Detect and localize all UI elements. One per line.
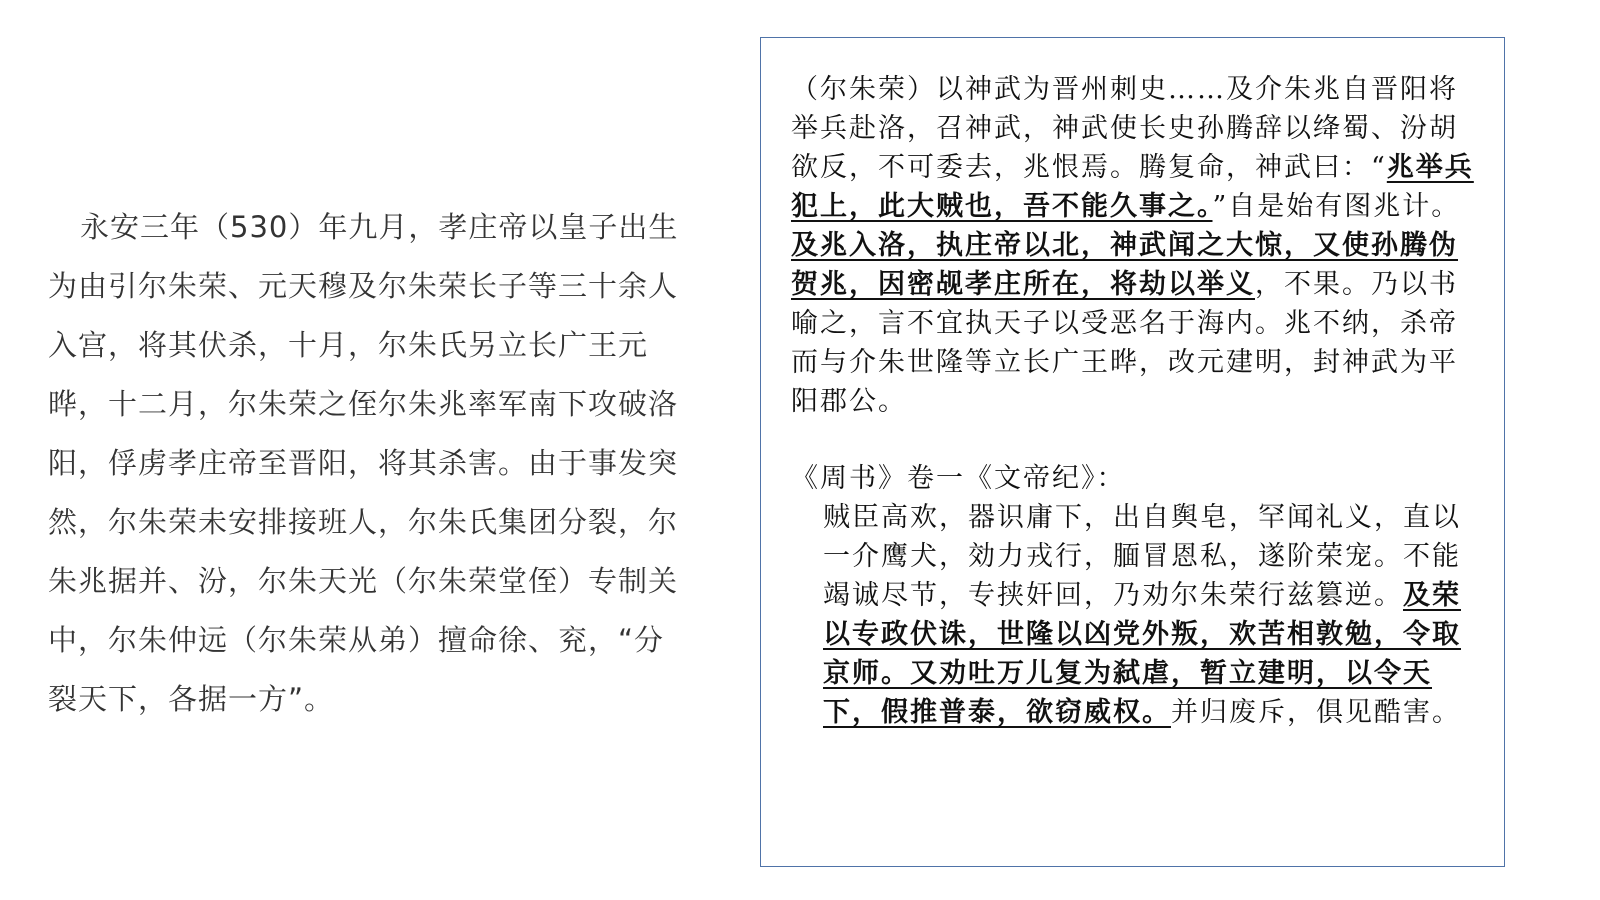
quote-paragraph-1 xyxy=(791,70,1486,421)
quote-p1-text-a: （尔朱荣）以神武为晋州刺史……及介朱兆自晋阳将举兵赴洛，召神武，神武使长史孙腾辞以绛蜀、汾胡欲反，不可委去，兆恨焉。腾复命，神武曰：“ xyxy=(791,74,1458,183)
spacer xyxy=(791,421,1486,459)
quote-p2-text-b: 并归废斥，俱见酷害。 xyxy=(1171,697,1461,728)
quote-p1-text-b: ”自是始有图兆计。 xyxy=(1212,191,1461,222)
quote-p2-underline: 及荣以专政伏诛，世隆以凶党外叛，欢苦相敦勉，令取京师。又劝吐万儿复为弑虐，暂立建明，以令天下，假推普泰，欲窃威权。 xyxy=(823,580,1461,728)
quote-box xyxy=(760,37,1505,867)
quote-text xyxy=(791,70,1486,732)
quote-p1-text-c: ，不果。乃以书喻之，言不宜执天子以受恶名于海内。兆不纳，杀帝而与介朱世隆等立长广王晔，改元建明，封神武为平阳郡公。 xyxy=(791,269,1458,417)
quote-p2-text-a: 贼臣高欢，器识庸下，出自舆皂，罕闻礼义，直以一介鹰犬，効力戎行，腼冒恩私，遂阶荣宠。不能竭诚尽节，专挟奸回，乃劝尔朱荣行兹篡逆。 xyxy=(823,502,1461,611)
quote-paragraph-2 xyxy=(791,498,1486,732)
quote-p1-underline-1: 兆举兵犯上，此大贼也，吾不能久事之。 xyxy=(791,152,1474,222)
left-paragraph: 永安三年（530）年九月，孝庄帝以皇子出生为由引尔朱荣、元天穆及尔朱荣长子等三十余人入宫，将其伏杀，十月，尔朱氏另立长广王元晔，十二月，尔朱荣之侄尔朱兆率军南下攻破洛阳，俘虏孝庄帝至晋阳，将其杀害。由于事发突然，尔朱荣未安排接班人，尔朱氏集团分裂，尔朱兆据并、汾，尔朱天光（尔朱荣堂侄）专制关中，尔朱仲远（尔朱荣从弟）擅命徐、兖，“分裂天下，各据一方”。 xyxy=(48,210,679,716)
quote-p1-underline-2: 及兆入洛，执庄帝以北，神武闻之大惊，又使孙腾伪贺兆，因密觇孝庄所在，将劫以举义 xyxy=(791,230,1458,300)
quote-source-title: 《周书》卷一《文帝纪》： xyxy=(791,463,1126,494)
